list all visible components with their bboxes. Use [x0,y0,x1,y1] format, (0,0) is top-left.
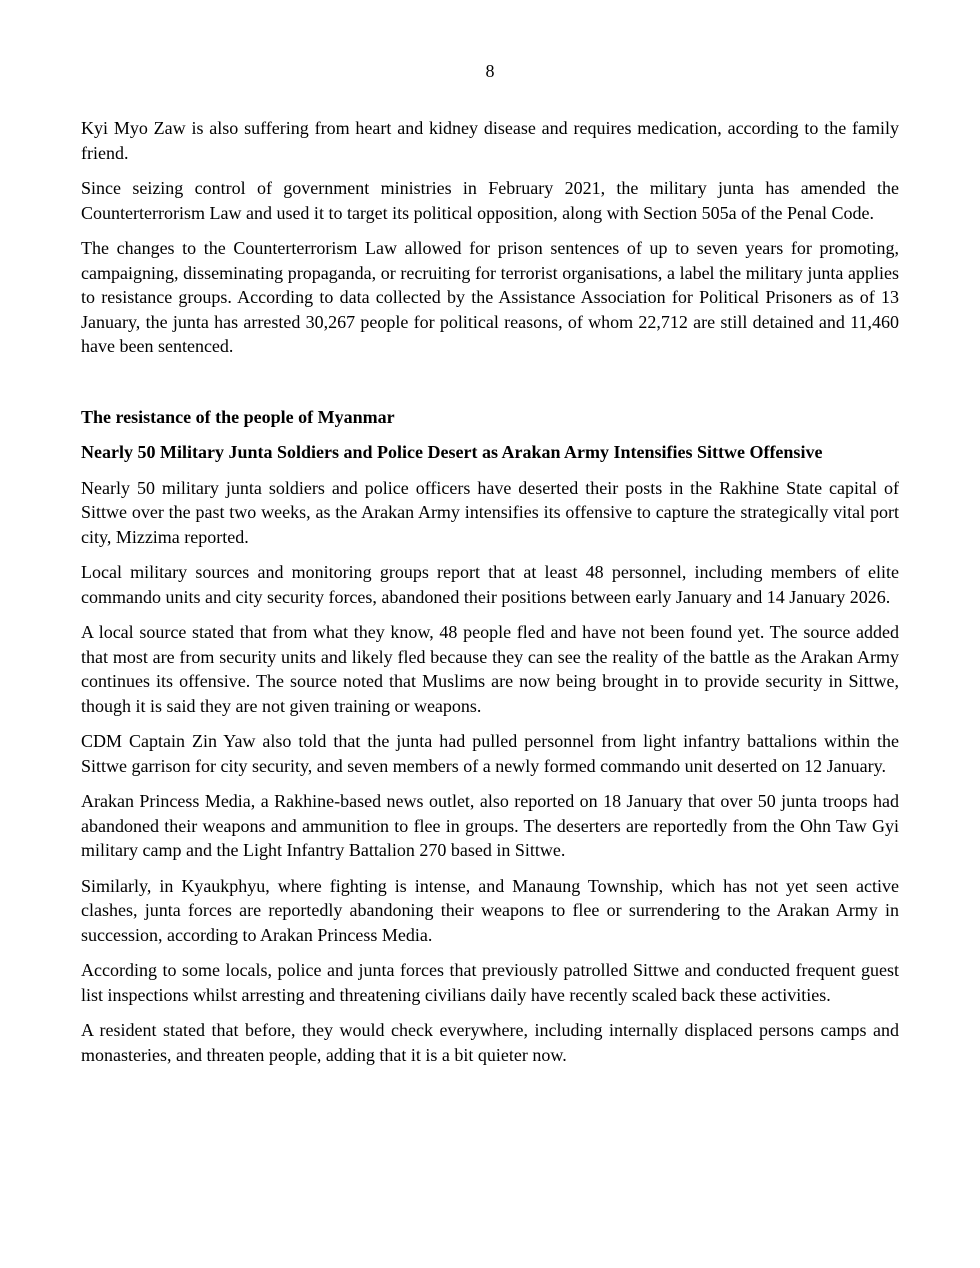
paragraph: Kyi Myo Zaw is also suffering from heart and kidney disease and requires medication, according to the family friend. [81,118,899,163]
paragraph: Since seizing control of government ministries in February 2021, the military junta has amended the Counterterrorism Law and used it to target its political opposition, along with Section 505a of the Penal Code. [81,178,899,223]
paragraph: Similarly, in Kyaukphyu, where fighting is intense, and Manaung Township, which has not yet seen active clashes, junta forces are reportedly abandoning their weapons to flee or surrendering to the Arakan Army in succession, according to Arakan Princess Media. [81,875,899,945]
paragraph: Arakan Princess Media, a Rakhine-based news outlet, also reported on 18 January that over 50 junta troops had abandoned their weapons and ammunition to flee in groups. The deserters are reportedly from the Ohn Taw Gyi military camp and the Light Infantry Battalion 270 based in Sittwe. [81,791,899,860]
paragraph: A resident stated that before, they would check everywhere, including internally displaced persons camps and monasteries, and threaten people, adding that it is a bit quieter now. [81,1020,899,1065]
section-spacer [81,370,899,405]
page-number: 8 [485,61,495,81]
paragraph: CDM Captain Zin Yaw also told that the junta had pulled personnel from light infantry battalions within the Sittwe garrison for city security, and seven members of a newly formed commando unit deserted on 12 January. [81,731,899,776]
article-heading: Nearly 50 Military Junta Soldiers and Police Desert as Arakan Army Intensifies Sittwe Offensive [81,442,823,462]
paragraph: A local source stated that from what they know, 48 people fled and have not been found yet. The source added that most are from security units and likely fled because they can see the reality of the battle as the Arakan Army continues its offensive. The source noted that Muslims are now being brought in to provide security in Sittwe, though it is said they are not given training or weapons. [81,622,899,716]
paragraph: The changes to the Counterterrorism Law allowed for prison sentences of up to seven years for promoting, campaigning, disseminating propaganda, or recruiting for terrorist organisations, a label the military junta applies to resistance groups. According to data collected by the Assistance Association for Political Prisoners as of 13 January, the junta has arrested 30,267 people for political reasons, of whom 22,712 are still detained and 11,460 have been sentenced. [81,238,899,356]
paragraph: According to some locals, police and junta forces that previously patrolled Sittwe and conducted frequent guest list inspections whilst arresting and threatening civilians daily have recently scaled back these activities. [81,960,899,1005]
page-content [81,116,899,1078]
paragraph: Local military sources and monitoring groups report that at least 48 personnel, including members of elite commando units and city security forces, abandoned their positions between early January and 14 January 2026. [81,562,899,607]
paragraph: Nearly 50 military junta soldiers and police officers have deserted their posts in the Rakhine State capital of Sittwe over the past two weeks, as the Arakan Army intensifies its offensive to capture the strategically vital port city, Mizzima reported. [81,477,899,547]
section-heading: The resistance of the people of Myanmar [81,406,395,427]
